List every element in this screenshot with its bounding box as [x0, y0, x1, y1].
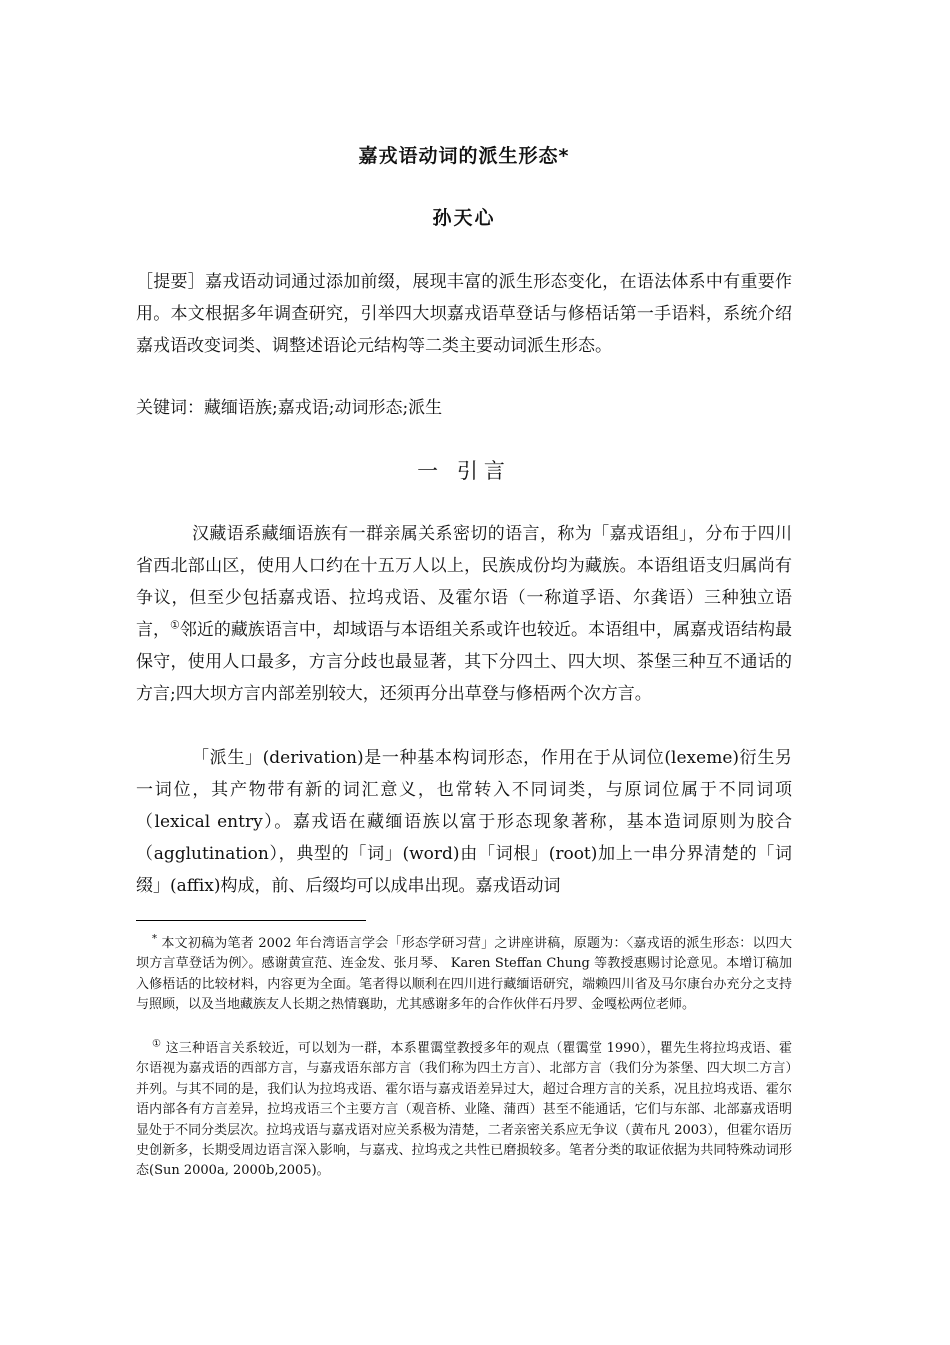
keywords: 关键词：藏缅语族;嘉戎语;动词形态;派生 — [136, 398, 443, 418]
paragraph-text: 邻近的藏族语言中，却域语与本语组关系或许也较近。本语组中，属嘉戎语结构最保守，使用人口最多，方言分歧也最显著，其下分四土、四大坝、茶堡三种互不通话的方言;四大坝方言内部差别较大，还须再分出草登与修梧两个次方言。 — [136, 620, 793, 704]
footnote-1 — [136, 934, 792, 1016]
abstract: ［提要］嘉戎语动词通过添加前缀，展现丰富的派生形态变化，在语法体系中有重要作用。本文根据多年调查研究，引举四大坝嘉戎语草登话与修梧话第一手语料，系统介绍嘉戎语改变词类、调整述语论元结构等二类主要动词派生形态。 — [136, 272, 792, 356]
footnote-marker: ① — [152, 1038, 162, 1050]
footnote-text: 本文初稿为笔者 2002 年台湾语言学会「形态学研习营」之讲座讲稿，原题为：〈嘉戎语的派生形态：以四大坝方言草登话为例〉。感谢黄宣范、连金发、张月琴、 Karen Steffan Chung 等教授惠赐讨论意见。本增订稿加入修梧话的比较材料，内容更为全面。笔者得以顺利在四川进行藏缅语研究，端赖四川省及马尔康台办充分之支持与照顾，以及当地藏族友人长期之热情襄助，尤其感谢多年的合作伙伴石丹罗、金嘎松两位老师。 — [136, 936, 792, 1013]
paragraph-text: 汉藏语系藏缅语族有一群亲属关系密切的语言，称为「嘉戎语组」，分布于四川省西北部山区，使用人口约在十五万人以上，民族成份均为藏族。本语组语支归属尚有争议，但至少包括嘉戎语、拉坞戎语、及霍尔语（一称道孚语、尔龚语）三种独立语言， — [136, 524, 792, 640]
footnote-ref-1[interactable]: ① — [170, 618, 180, 632]
footnote-text: 这三种语言关系较近，可以划为一群，本系瞿霭堂教授多年的观点（瞿霭堂 1990），瞿先生将拉坞戎语、霍尔语视为嘉戎语的西部方言，与嘉戎语东部方言（我们称为四土方言）、北部方言（我们分为茶堡、四大坝二方言）并列。与其不同的是，我们认为拉坞戎语、霍尔语与嘉戎语差异过大，超过合理方言的关系，况且拉坞戎语、霍尔语内部各有方言差异，拉坞戎语三个主要方言（观音桥、业隆、蒲西）甚至不能通话，它们与东部、北部嘉戎语明显处于不同分类层次。拉坞戎语与嘉戎语对应关系极为清楚，二者亲密关系应无争议（黄布凡 2003），但霍尔语历史创新多，长期受周边语言深入影响，与嘉戎、拉坞戎之共性已磨损较多。笔者分类的取证依据为共同特殊动词形态(Sun 2000a, 2000b,2005)。 — [136, 1041, 793, 1179]
author-name: 孙天心 — [432, 207, 496, 229]
body-paragraph-2: 「派生」(derivation)是一种基本构词形态，作用在于从词位(lexeme)衍生另一词位，其产物带有新的词汇意义，也常转入不同词类，与原词位属于不同词项（lexical entry）。嘉戎语在藏缅语族以富于形态现象著称，基本造词原则为胶合（agglutination），典型的「词」(word)由「词根」(root)加上一串分界清楚的「词缀」(affix)构成，前、后缀均可以成串出现。嘉戎语动词 — [136, 748, 792, 896]
section-heading: 一 引言 — [417, 459, 511, 483]
footnote-divider — [136, 920, 366, 921]
footnote-2 — [136, 1039, 792, 1182]
paper-title: 嘉戎语动词的派生形态* — [358, 145, 570, 167]
body-paragraph-1 — [136, 518, 792, 710]
footnote-marker: * — [152, 933, 157, 945]
